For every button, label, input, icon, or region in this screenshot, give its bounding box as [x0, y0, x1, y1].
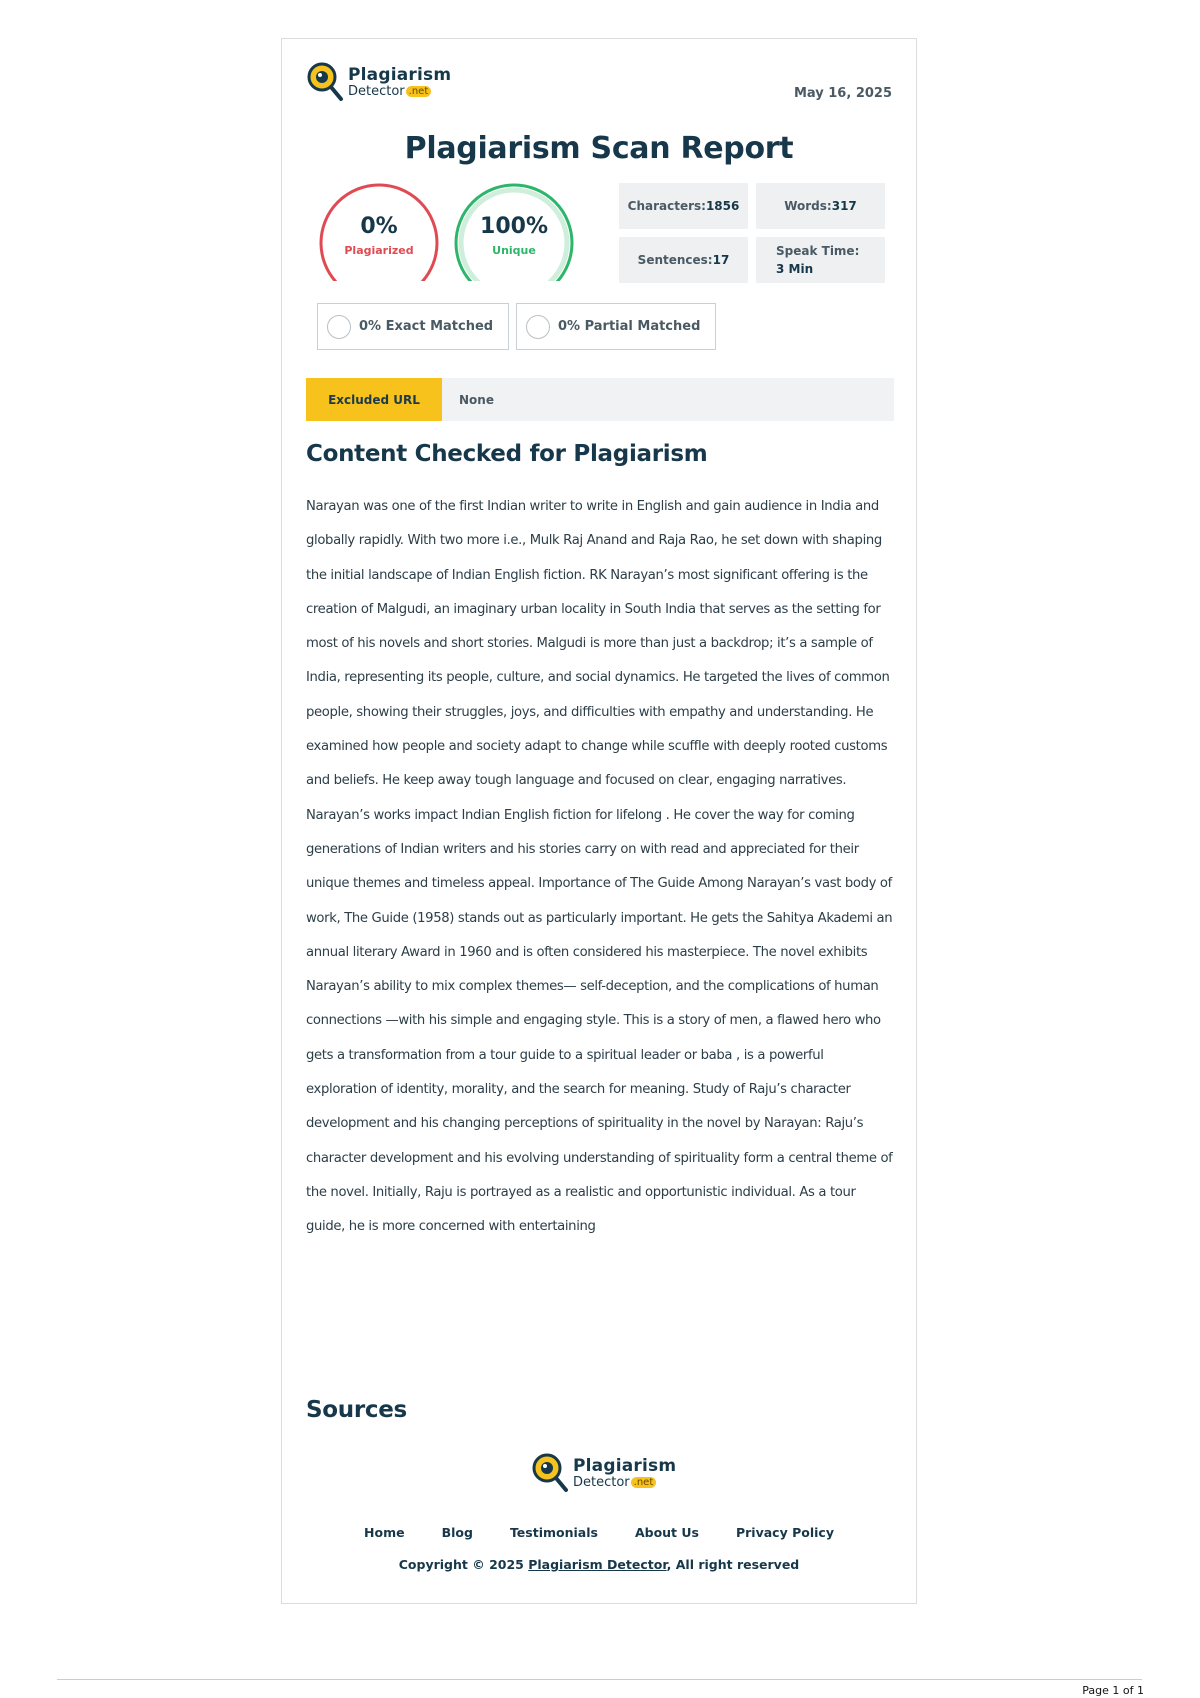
stat-words-value: 317 — [831, 199, 857, 213]
copyright-prefix: Copyright © 2025 — [398, 1557, 529, 1572]
logo-badge: .net — [406, 86, 432, 97]
exact-match-label: 0% Exact Matched — [359, 319, 494, 334]
stat-words-label: Words: — [784, 199, 832, 213]
excluded-url-value: None — [459, 392, 494, 407]
copyright-suffix: , All right reserved — [666, 1557, 800, 1572]
footer-nav — [282, 1525, 916, 1540]
page-number: Page 1 of 1 — [1082, 1684, 1144, 1697]
plagiarized-gauge — [317, 181, 441, 281]
exact-match-indicator-icon — [327, 315, 351, 339]
sources-heading: Sources — [306, 1397, 407, 1423]
stat-characters — [619, 183, 748, 229]
footer-logo[interactable] — [531, 1452, 676, 1494]
stat-characters-label: Characters: — [627, 199, 706, 213]
copyright — [282, 1557, 916, 1572]
stat-sentences-value: 17 — [712, 253, 730, 267]
stat-characters-value: 1856 — [705, 199, 740, 213]
site-logo[interactable] — [306, 61, 451, 103]
unique-gauge — [452, 181, 576, 281]
checked-content-text: Narayan was one of the first Indian writer to write in English and gain audience in India and globally rapidly. With two more i.e., Mulk Raj Anand and Raja Rao, he set down with shaping the initial landscape of Indian English fiction. RK Narayan’s most significant offering is the creation of Malgudi, an imaginary urban locality in South India that serves as the setting for most of his novels and short stories. Malgudi is more than just a backdrop; it’s a sample of India, representing its people, culture, and social dynamics. He targeted the lives of common people, showing their struggles, joys, and difficulties with empathy and understanding. He examined how people and society adapt to change while scuffle with deeply rooted customs and beliefs. He keep away tough language and focused on clear, engaging narratives. Narayan’s works impact Indian English fiction for lifelong . He cover the way for coming generations of Indian writers and his stories carry on with read and appreciated for their unique themes and timeless appeal. Importance of The Guide Among Narayan’s vast body of work, The Guide (1958) stands out as particularly important. He gets the Sahitya Akademi an annual literary Award in 1960 and is often considered his masterpiece. The novel exhibits Narayan’s ability to mix complex themes— self-deception, and the complications of human connections —with his simple and engaging style. This is a story of men, a flawed hero who gets a transformation from a tour guide to a spiritual leader or baba , is a powerful exploration of identity, morality, and the search for meaning. Study of Raju’s character development and his changing perceptions of spirituality in the novel by Narayan: Raju’s character development and his evolving understanding of spirituality form a central theme of the novel. Initially, Raju is portrayed as a realistic and opportunistic individual. As a tour guide, he is more concerned with entertaining — [306, 499, 893, 1235]
partial-match-indicator-icon — [526, 315, 550, 339]
footer-link-testimonials[interactable]: Testimonials — [509, 1525, 598, 1540]
footer-logo-badge: .net — [631, 1477, 657, 1488]
unique-percent: 100% — [480, 214, 548, 239]
content-heading: Content Checked for Plagiarism — [306, 441, 708, 467]
stat-speak-value: 3 Min — [776, 262, 814, 276]
magnifier-logo-icon — [531, 1452, 569, 1494]
stat-sentences-label: Sentences: — [637, 253, 713, 267]
footer-logo-line2: Detector — [573, 1474, 630, 1490]
exact-match-box — [317, 303, 509, 350]
logo-line2: Detector — [348, 83, 405, 99]
page-footer-divider — [57, 1679, 1142, 1680]
unique-label: Unique — [492, 244, 536, 257]
copyright-link[interactable]: Plagiarism Detector — [528, 1557, 667, 1572]
logo-line1: Plagiarism — [348, 64, 452, 85]
excluded-url-row — [306, 378, 894, 421]
partial-match-label: 0% Partial Matched — [558, 319, 701, 334]
stat-sentences — [619, 237, 748, 283]
partial-match-box — [516, 303, 716, 350]
plagiarized-percent: 0% — [360, 214, 398, 239]
plagiarized-label: Plagiarized — [344, 244, 414, 257]
footer-link-blog[interactable]: Blog — [441, 1525, 473, 1540]
report-card — [281, 38, 917, 1604]
report-date: May 16, 2025 — [793, 86, 892, 101]
excluded-url-label: Excluded URL — [306, 378, 442, 421]
footer-link-home[interactable]: Home — [364, 1525, 405, 1540]
stat-speak-time — [756, 237, 885, 283]
magnifier-logo-icon — [306, 61, 344, 103]
page-title: Plagiarism Scan Report — [404, 131, 794, 166]
stat-words — [756, 183, 885, 229]
stat-speak-label: Speak Time: — [776, 244, 860, 258]
footer-link-privacy[interactable]: Privacy Policy — [735, 1525, 834, 1540]
footer-link-about[interactable]: About Us — [634, 1525, 699, 1540]
footer-logo-line1: Plagiarism — [573, 1455, 677, 1476]
